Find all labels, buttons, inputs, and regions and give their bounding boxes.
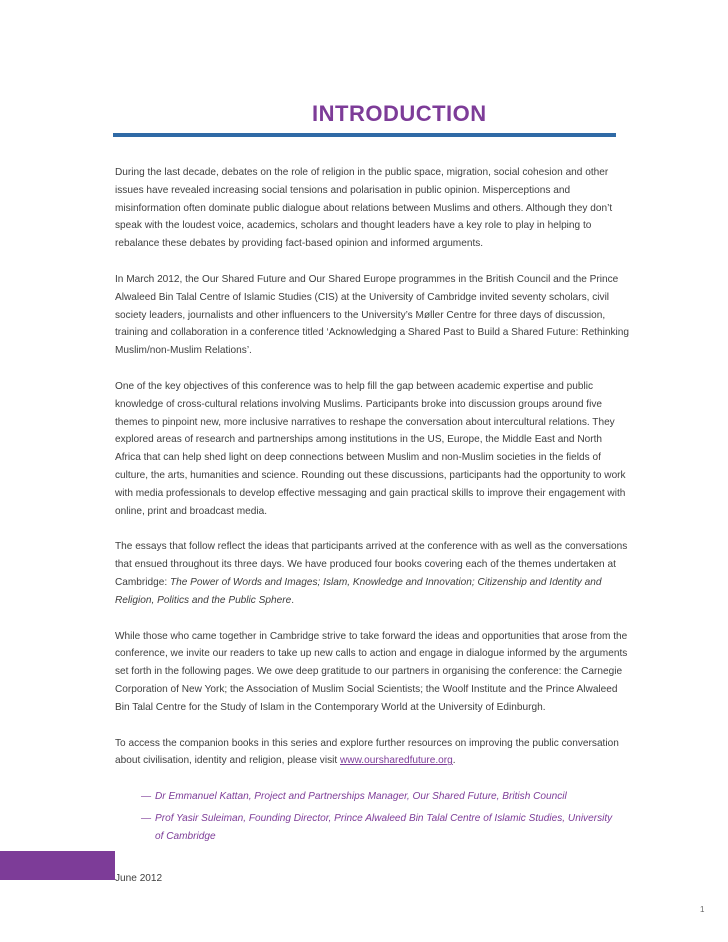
paragraph-gratitude: While those who came together in Cambridge strive to take forward the ideas and opportunities that arose from the conference, we invite our readers to take up new calls to action and engage in dialogue informed by the arguments set forth in the following pages. We owe deep gratitude to our partners in organising the conference: the Carnegie Corporation of New York; the Association of Muslim Social Scientists; the Woolf Institute and the Prince Alwaleed Bin Talal Centre for the Study of Islam in the Contemporary World at the University of Edinburgh. [115,630,628,713]
page-title: INTRODUCTION [312,101,487,126]
signatures [115,788,621,845]
page-number: 1 [700,905,705,914]
date: June 2012 [115,872,163,884]
paragraph-access [115,735,629,771]
em-dash: — [141,791,152,803]
signature-kattan [115,788,621,806]
access-end: . [452,755,456,767]
essays-end: . [291,594,294,606]
paragraph-essays [115,538,629,609]
title-divider [113,133,616,137]
body-text [115,164,629,905]
website-link[interactable]: www.oursharedfuture.org [340,755,453,767]
section-tab [0,851,115,880]
access-lead: To access the companion books in this series and explore further resources on improving the public conversation about civilisation, identity and religion, please visit [115,737,619,767]
signature-suleiman [115,810,621,846]
em-dash: — [141,812,152,824]
essays-themes: The Power of Words and Images; Islam, Knowledge and Innovation; Citizenship and Identity and Religion, Politics and the Public Sphere [115,576,602,606]
signature-suleiman-text: Prof Yasir Suleiman, Founding Director, Prince Alwaleed Bin Talal Centre of Islamic Studies, University of Cambridge [155,812,613,842]
paragraph-conference: In March 2012, the Our Shared Future and Our Shared Europe programmes in the British Council and the Prince Alwaleed Bin Talal Centre of Islamic Studies (CIS) at the University of Cambridge invited seventy scholars, civil society leaders, journalists and other influencers to the University’s Møller Centre for three days of discussion, training and collaboration in a conference titled ‘Acknowledging a Shared Past to Build a Shared Future: Rethinking Muslim/non-Muslim Relations’. [115,273,629,357]
paragraph-objectives: One of the key objectives of this conference was to help fill the gap between academic expertise and public knowledge of cross-cultural relations involving Muslims. Participants broke into discussion groups around five themes to pinpoint new, more inclusive narratives to reshape the conversation about intercultural relations. They explored areas of research and partnerships among institutions in the US, Europe, the Middle East and North Africa that can help shed light on deep connections between Muslim and non-Muslim societies in the fields of culture, the arts, humanities and science. Rounding out these discussions, participants had the opportunity to work with media professionals to develop effective messaging and gain practical skills to improve their engagement with online, print and broadcast media. [115,380,626,517]
signature-kattan-text: Dr Emmanuel Kattan, Project and Partnerships Manager, Our Shared Future, British Council [155,791,567,803]
essays-lead: The essays that follow reflect the ideas that participants arrived at the conference with as well as the conversations that ensued throughout its three days. We have produced four books covering each of the themes undertaken at Cambridge: [115,541,628,588]
paragraph-context: During the last decade, debates on the role of religion in the public space, migration, social cohesion and other issues have revealed increasing social tensions and polarisation in public opinion. Misperceptions and misinformation often dominate public dialogue about relations between Muslims and others. Although they don’t speak with the loudest voice, academics, scholars and thought leaders have a key role to play in helping to rebalance these debates by providing fact-based opinion and informed arguments. [115,167,613,250]
